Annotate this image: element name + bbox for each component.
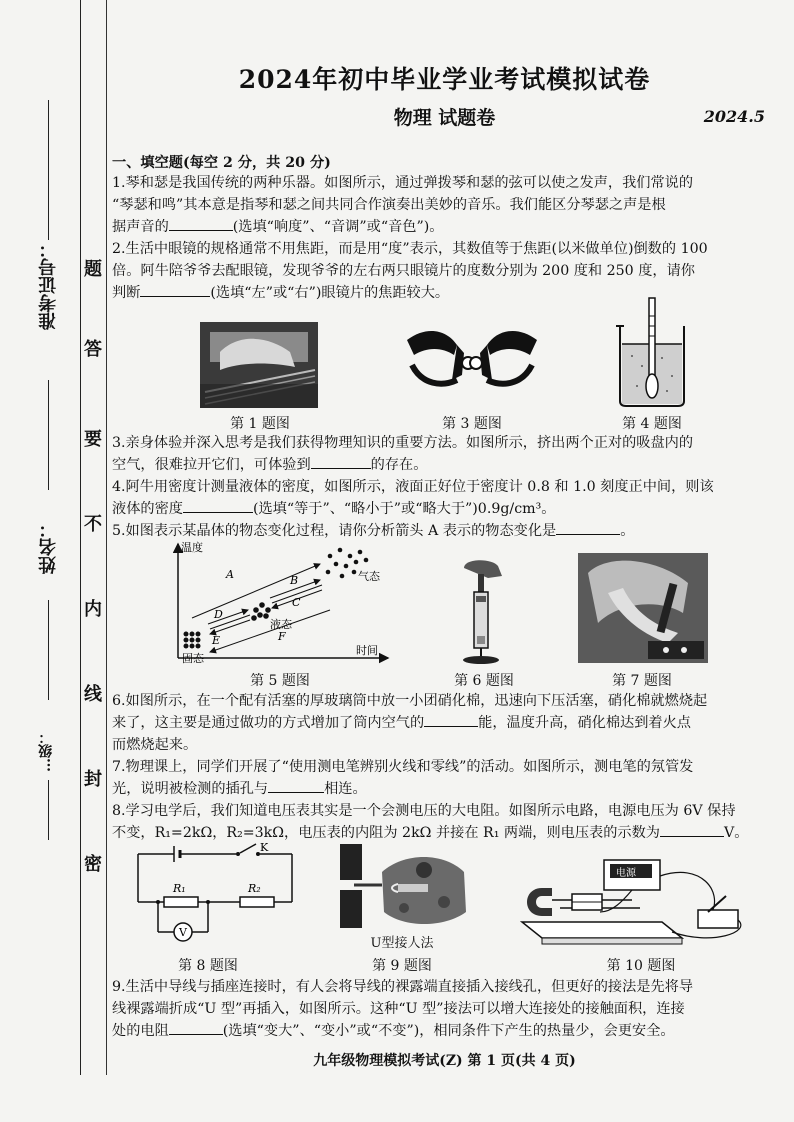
- fig5-state-solid: 固态: [182, 652, 204, 665]
- q9-line2: 线裸露端折成“U 型”再插入，如图所示。这种“U 型”接法可以增大连接处的接触面积，连接: [112, 1001, 685, 1017]
- q3-text-b: 的存在。: [370, 457, 428, 473]
- q6-text-b: 能，温度升高，硝化棉达到着火点: [478, 715, 691, 731]
- fig1-guqin-photo: [200, 322, 318, 408]
- q1-line2: “琴瑟和鸣”其本意是指琴和瑟之间共同合作演奏出美妙的音乐。我们能区分琴瑟之声是根: [112, 197, 666, 213]
- q1-line1: 1.琴和瑟是我国传统的两种乐器。如图所示，通过弹拨琴和瑟的弦可以使之发声，我们常说的: [112, 175, 694, 191]
- q5-text-a: 5.如图表示某晶体的物态变化过程，请你分析箭头 A 表示的物态变化是: [112, 523, 557, 539]
- exam-date: 2024.5: [703, 107, 765, 126]
- seal-char-nei: 内: [82, 595, 104, 621]
- fig9-u-wire-photo: [334, 842, 474, 930]
- fig5-solid-particles: [184, 632, 201, 649]
- exam-id-label: 准考证号：: [38, 240, 59, 330]
- fig6-piston-cylinder: [452, 556, 512, 668]
- q1-line3: [112, 216, 772, 238]
- q6-answer-blank[interactable]: [424, 712, 478, 727]
- seal-char-feng: 封: [82, 765, 104, 791]
- fig5-label-a: A: [226, 568, 234, 581]
- fig5-liquid-particles: [251, 602, 271, 621]
- fig5-state-liquid: 液态: [270, 618, 292, 631]
- q7-text-b: 相连。: [324, 781, 367, 797]
- fig8-r2: [240, 897, 274, 907]
- q7-answer-blank[interactable]: [268, 778, 324, 793]
- fig8-switch: [240, 844, 256, 853]
- margin-inner-line: [106, 0, 107, 1075]
- fig5-label-d: D: [214, 608, 223, 621]
- q8-text-b: V。: [723, 825, 749, 841]
- q1-text-b: (选填“响度”、“音调”或“音色”)。: [232, 219, 444, 235]
- q8-line2: [112, 822, 772, 844]
- seal-char-yao: 要: [82, 425, 104, 451]
- fig7-test-pen-photo: [578, 553, 708, 663]
- q9-line1: 9.生活中导线与插座连接时，有人会将导线的裸露端直接插入接线孔，但更好的接法是先将导: [112, 979, 694, 995]
- fig8-r1: [164, 897, 198, 907]
- fig5-label-c: C: [292, 596, 301, 609]
- fig5-label-e: E: [212, 634, 221, 647]
- fig10-power-label: 电源: [616, 868, 636, 879]
- q3-line1: 3.亲身体验并深入思考是我们获得物理知识的重要方法。如图所示，挤出两个正对的吸盘内的: [112, 435, 694, 451]
- class-blank-line-2: [48, 780, 49, 840]
- q7-line2: [112, 778, 772, 800]
- fig8-r1-label: R₁: [173, 882, 186, 895]
- q6-text-a: 来了，这主要是通过做功的方式增加了筒内空气的: [112, 715, 425, 731]
- q5-text-b: 。: [620, 523, 635, 539]
- fig5-y-label: 温度: [181, 541, 203, 554]
- fig8-v-label: V: [179, 926, 187, 939]
- fig5-state-change-diagram: [170, 540, 395, 668]
- fig8-r2-label: R₂: [248, 882, 261, 895]
- q4-line1: 4.阿牛用密度计测量液体的密度，如图所示，液面正好位于密度计 0.8 和 1.0 刻度正中间，则该: [112, 479, 714, 495]
- margin-border-line: [80, 0, 81, 1075]
- q6-line3: 而燃烧起来。: [112, 737, 198, 753]
- fig8-caption: 第 8 题图: [178, 958, 238, 974]
- q7-text-a: 光，说明被检测的插孔与: [112, 781, 269, 797]
- section-heading: 一、填空题(每空 2 分，共 20 分): [112, 155, 331, 171]
- q3-text-a: 空气，很难拉开它们，可体验到: [112, 457, 311, 473]
- fig5-x-label: 时间: [356, 644, 378, 657]
- fig8-circuit-diagram: [128, 842, 300, 952]
- q5-answer-blank[interactable]: [556, 520, 620, 535]
- class-blank-line: [48, 600, 49, 700]
- q4-text-a: 液体的密度: [112, 501, 183, 517]
- fig10-switch: [698, 910, 738, 928]
- fig5-label-f: F: [278, 630, 286, 643]
- exam-subtitle: 物理 试题卷: [393, 107, 496, 129]
- q3-answer-blank[interactable]: [311, 454, 371, 469]
- fig5-caption: 第 5 题图: [250, 673, 310, 689]
- fig3-caption: 第 3 题图: [442, 416, 502, 432]
- fig1-caption: 第 1 题图: [230, 416, 290, 432]
- q9-answer-blank[interactable]: [169, 1020, 223, 1035]
- q5-line1: [112, 520, 772, 542]
- q2-line2: 倍。阿牛陪爷爷去配眼镜，发现爷爷的左右两只眼镜片的度数分别为 200 度和 250 度，请你: [112, 263, 695, 279]
- q8-answer-blank[interactable]: [660, 822, 724, 837]
- fig10-magnet: [527, 888, 552, 916]
- fig6-caption: 第 6 题图: [454, 673, 514, 689]
- q2-text-a: 判断: [112, 285, 141, 301]
- exam-title: 2024年初中毕业学业考试模拟试卷: [238, 65, 651, 94]
- seal-char-ti: 题: [82, 255, 104, 281]
- fig7-caption: 第 7 题图: [612, 673, 672, 689]
- seal-char-da: 答: [82, 335, 104, 361]
- q9-line3: [112, 1020, 772, 1042]
- q8-text-a: 不变，R₁=2kΩ，R₂=3kΩ，电压表的内阻为 2kΩ 并接在 R₁ 两端，则电压表的示数为: [112, 825, 660, 841]
- fig8-k-label: K: [260, 842, 269, 854]
- binding-margin: [0, 0, 110, 1080]
- class-label: …级：: [38, 730, 54, 772]
- page-footer: 九年级物理模拟考试(Z) 第 1 页(共 4 页): [313, 1053, 576, 1069]
- fig9-subcaption: U型接人法: [370, 936, 434, 951]
- exam-id-blank-line: [48, 100, 49, 240]
- q1-answer-blank[interactable]: [169, 216, 233, 231]
- q2-answer-blank[interactable]: [140, 282, 210, 297]
- seal-char-xian: 线: [82, 680, 104, 706]
- seal-char-bu: 不: [82, 510, 104, 536]
- fig5-state-gas: 气态: [358, 570, 380, 583]
- name-blank-line: [48, 380, 49, 490]
- q4-line2: [112, 498, 772, 520]
- q8-line1: 8.学习电学后，我们知道电压表其实是一个会测电压的大电阻。如图所示电路，电源电压为 6V 保持: [112, 803, 736, 819]
- fig4-caption: 第 4 题图: [622, 416, 682, 432]
- q6-line2: [112, 712, 772, 734]
- fig10-caption: 第 10 题图: [606, 958, 676, 974]
- q2-line1: 2.生活中眼镜的规格通常不用焦距，而是用“度”表示，其数值等于焦距(以米做单位)倒数的 100: [112, 241, 708, 257]
- q4-text-b: (选填“等于”、“略小于”或“略大于”)0.9g/cm³。: [252, 501, 556, 517]
- q9-text-b: (选填“变大”、“变小”或“不变”)，相同条件下产生的热量少，会更安全。: [222, 1023, 675, 1039]
- q9-text-a: 处的电阻: [112, 1023, 169, 1039]
- name-label: 姓名：: [38, 520, 59, 574]
- fig5-label-b: B: [290, 574, 299, 587]
- fig4-hydrometer-beaker: [612, 296, 692, 408]
- fig9-caption: 第 9 题图: [372, 958, 432, 974]
- q3-line2: [112, 454, 772, 476]
- q1-text-a: 据声音的: [112, 219, 169, 235]
- fig10-motor-apparatus: [512, 842, 760, 952]
- q6-line1: 6.如图所示，在一个配有活塞的厚玻璃筒中放一小团硝化棉，迅速向下压活塞，硝化棉就燃烧起: [112, 693, 708, 709]
- q2-text-b: (选填“左”或“右”)眼镜片的焦距较大。: [210, 285, 450, 301]
- fig3-suction-cups: [402, 325, 542, 395]
- q4-answer-blank[interactable]: [183, 498, 253, 513]
- q7-line1: 7.物理课上，同学们开展了“使用测电笔辨别火线和零线”的活动。如图所示，测电笔的氖管发: [112, 759, 694, 775]
- seal-char-mi: 密: [82, 850, 104, 876]
